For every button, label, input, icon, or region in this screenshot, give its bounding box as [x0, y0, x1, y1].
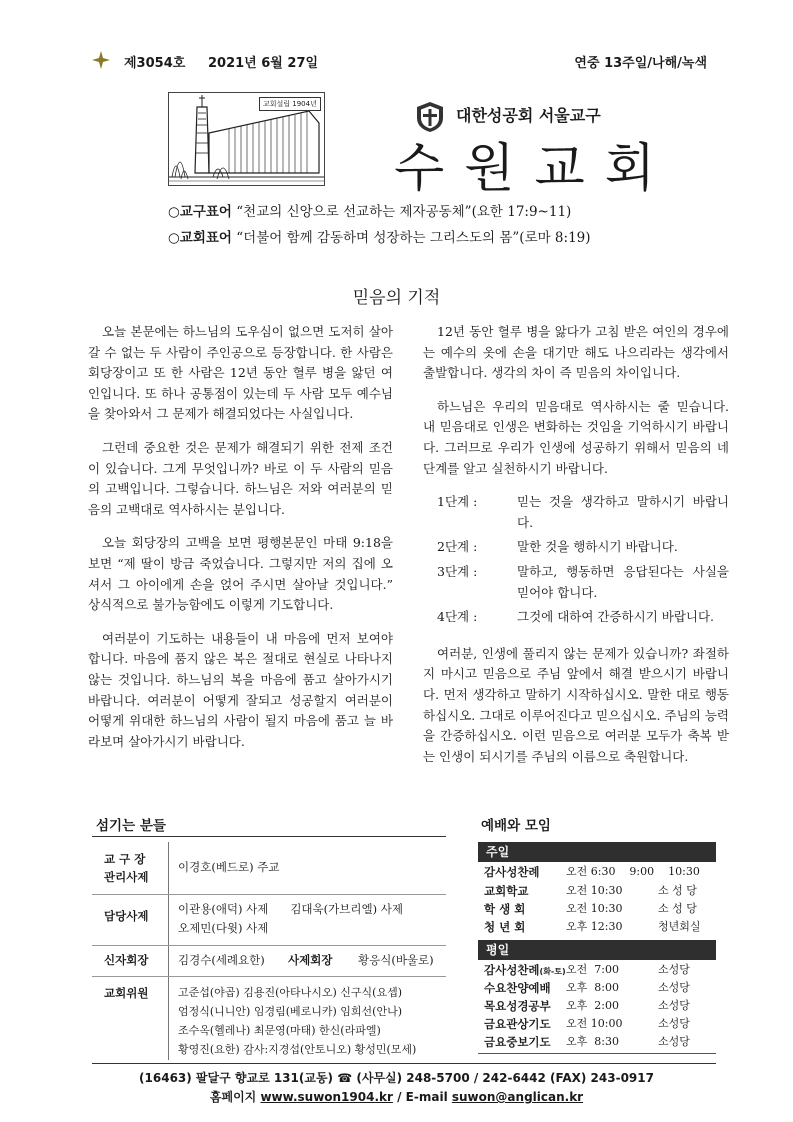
issue-number: 제3054호: [124, 56, 186, 71]
motto-text: “더불어 함께 감동하며 성장하는 그리스도의 몸”: [236, 230, 520, 246]
schedule-row: [478, 1015, 716, 1033]
step-item: [423, 607, 729, 628]
sermon-right-column: [423, 322, 729, 780]
homepage-link[interactable]: www.suwon1904.kr: [260, 1090, 393, 1104]
serve-label: 사제회장: [288, 953, 333, 967]
sermon-paragraph: 12년 동안 혈루 병을 앓다가 고침 받은 여인의 경우에는 예수의 옷에 손을 대기만 해도 나으리라는 생각에서 출발합니다. 생각의 차이 즉 믿음의 차이입니다.: [423, 324, 729, 381]
service-name: 감사성찬례(화-토): [484, 963, 566, 977]
service-name: 금요중보기도: [484, 1035, 551, 1049]
service-place: 소성당: [658, 1017, 690, 1030]
service-time: 오후 8:00: [566, 981, 619, 994]
service-time: 오후 12:30: [566, 920, 623, 933]
service-time: 오후 8:30: [566, 1035, 619, 1048]
service-name: 목요성경공부: [484, 999, 551, 1013]
schedule-row: [478, 997, 716, 1015]
service-place: 소 성 당: [658, 902, 697, 915]
divider: [92, 1063, 716, 1064]
founded-badge: 교회설립 1904년: [259, 97, 321, 111]
motto-label: ○교회표어: [168, 230, 232, 246]
schedule-row: [478, 863, 716, 881]
motto-text: “천교의 신앙으로 선교하는 제자공동체”: [236, 204, 472, 220]
diocese-name: 대한성공회 서울교구: [456, 106, 601, 125]
divider: [478, 1053, 716, 1054]
step-key: 3단계 :: [437, 563, 478, 579]
diocese-motto: [168, 200, 571, 220]
serve-row: [92, 983, 446, 1063]
step-key: 2단계 :: [437, 539, 478, 555]
step-text: 말하고, 행동하면 응답된다는 사실을 믿어야 합니다.: [517, 563, 729, 600]
liturgical-season: 연중 13주일/나해/녹색: [574, 56, 707, 71]
sermon-paragraph: 하느님은 우리의 믿음대로 역사하시는 줄 믿습니다. 내 믿음대로 인생은 변화하는 것임을 기억하시기 바랍니다. 그러므로 우리가 인생에 성공하기 위해서 믿음의 네 단계를 알고 실천하시기 바랍니다.: [423, 398, 729, 476]
serve-value: 황응식(바울로): [358, 953, 434, 967]
serve-label: 교 구 장 관리사제: [104, 852, 149, 884]
step-key: 1단계 :: [437, 494, 478, 510]
service-time: 오전 10:00: [566, 1017, 623, 1030]
sermon-paragraph: 여러분이 기도하는 내용들이 내 마음에 먼저 보여야 합니다. 마음에 품지 않은 복은 절대로 현실로 나타나지 않는 것입니다. 하느님의 복을 마음에 품고 살아가시기 바랍니다. 여러분이 어떻게 잘되고 성공할지 여러분이 어떻게 위대한 하느님의 사람이 될지 마음에 품고 늘 바라보며 살아가시기 바랍니다.: [88, 630, 393, 749]
weekday-bar: 평일: [478, 940, 716, 960]
step-text: 말한 것을 행하시기 바랍니다.: [517, 539, 678, 555]
service-place: 청년회실: [658, 920, 701, 933]
serve-value: 이관용(애덕) 사제 김대욱(가브리엘) 사제 오제민(다윗) 사제: [178, 902, 403, 935]
serve-label: 담당사제: [104, 909, 149, 923]
sermon-paragraph: 그런데 중요한 것은 문제가 해결되기 위한 전제 조건이 있습니다. 그게 무엇입니까? 바로 이 두 사람의 믿음의 고백입니다. 그렇습니다. 하느님은 저와 여러분의 믿음의 고백대로 역사하시는 분입니다.: [88, 439, 393, 517]
schedule-row: [478, 918, 716, 936]
motto-ref: (로마 8:19): [519, 230, 591, 246]
issue-date: 2021년 6월 27일: [208, 56, 319, 71]
step-item: [423, 537, 729, 558]
serve-row: [92, 900, 446, 940]
serve-section-title: 섬기는 분들: [96, 818, 166, 834]
serve-value: 이경호(베드로) 주교: [178, 860, 280, 874]
service-name: 청 년 회: [484, 920, 526, 934]
step-item: [423, 492, 729, 533]
sermon-paragraph: 오늘 회당장의 고백을 보면 평행본문인 마태 9:18을 보면 “제 딸이 방금 죽었습니다. 그렇지만 저의 집에 오셔서 그 아이에게 손을 얹어 주시면 살아날 것입니다.” 상식적으로 불가능함에도 이렇게 기도합니다.: [88, 535, 393, 613]
service-place: 소성당: [658, 999, 690, 1012]
service-time: 오전 10:30: [566, 902, 623, 915]
worship-section-title: 예배와 모임: [481, 818, 551, 834]
step-item: [423, 562, 729, 603]
service-name: 감사성찬례: [484, 865, 540, 879]
motto-ref: (요한 17:9~11): [471, 204, 572, 220]
schedule-row: [478, 1033, 716, 1051]
service-time: 오전 10:30: [566, 884, 623, 897]
homepage-label: 홈페이지: [209, 1090, 257, 1104]
church-motto: [168, 226, 591, 246]
step-key: 4단계 :: [437, 609, 478, 625]
divider: [92, 894, 446, 895]
serve-row: [92, 952, 446, 972]
faith-steps: [423, 492, 729, 628]
divider: [92, 976, 446, 977]
service-place: 소성당: [658, 1035, 690, 1048]
divider: [92, 945, 446, 946]
service-name: 교회학교: [484, 884, 529, 898]
serve-label: 교회위원: [104, 986, 149, 1000]
church-name: 수원교회: [394, 139, 675, 199]
serve-label: 신자회장: [104, 953, 149, 967]
service-time: 오후 2:00: [566, 999, 619, 1012]
contact-line: [0, 1088, 793, 1105]
step-text: 믿는 것을 생각하고 말하시기 바랍니다.: [517, 494, 729, 530]
service-name: 수요찬양예배: [484, 981, 551, 995]
church-address: (16463) 팔달구 향교로 131(교동) ☎ (사무실) 248-5700 / 242-6442 (FAX) 243-0917: [139, 1071, 654, 1085]
schedule-row: [478, 961, 716, 979]
service-place: 소 성 당: [658, 884, 697, 897]
serve-row: [92, 850, 446, 890]
service-place: 소성당: [658, 963, 690, 976]
email-link[interactable]: suwon@anglican.kr: [451, 1090, 584, 1104]
sermon-closing: 여러분, 인생에 풀리지 않는 문제가 있습니까? 좌절하지 마시고 믿음으로 주님 앞에서 해결 받으시기 바랍니다. 먼저 생각하고 말하기 시작하십시오. 말한 대로 행동하십시오. 그대로 이루어진다고 믿으십시오. 주님의 능력을 간증하십시오. 이런 믿음으로 여러분 모두가 축복 받는 인생이 되시기를 주님의 이름으로 축원합니다.: [423, 645, 729, 764]
schedule-row: [478, 882, 716, 900]
serve-value: 고준섭(야곱) 김용진(아타나시오) 신구식(요셉) 엄정식(니니안) 임경림(베로니카) 임희선(안나) 조수옥(헬레나) 최문영(마태) 한신(라파엘) 황영진(요한) 감사:지경섭(안토니오) 황성민(모세): [178, 986, 417, 1056]
schedule-row: [478, 900, 716, 918]
cross-icon: [91, 50, 111, 70]
serve-value: 김경수(세례요한): [178, 953, 265, 967]
motto-label: ○교구표어: [168, 204, 232, 220]
email-label: / E-mail: [397, 1090, 448, 1104]
sermon-paragraph: 오늘 본문에는 하느님의 도우심이 없으면 도저히 살아갈 수 없는 두 사람이 주인공으로 등장합니다. 한 사람은 회당장이고 또 한 사람은 12년 동안 혈루 병을 앓던 여인입니다. 또 하나 공통점이 있는데 두 사람 모두 예수님을 찾아와서 그 문제가 해결되었다는 사실입니다.: [88, 324, 393, 422]
schedule-row: [478, 979, 716, 997]
sermon-left-column: [88, 322, 393, 765]
step-text: 그것에 대하여 간증하시기 바랍니다.: [517, 609, 715, 625]
service-place: 소성당: [658, 981, 690, 994]
service-name: 금요관상기도: [484, 1017, 551, 1031]
divider: [92, 836, 446, 837]
sunday-bar: 주일: [478, 842, 716, 862]
service-time: 오전 6:30 9:00 10:30: [566, 865, 700, 878]
service-name: 학 생 회: [484, 902, 526, 916]
sermon-title: 믿음의 기적: [352, 288, 441, 308]
service-time: 오전 7:00: [566, 963, 619, 976]
